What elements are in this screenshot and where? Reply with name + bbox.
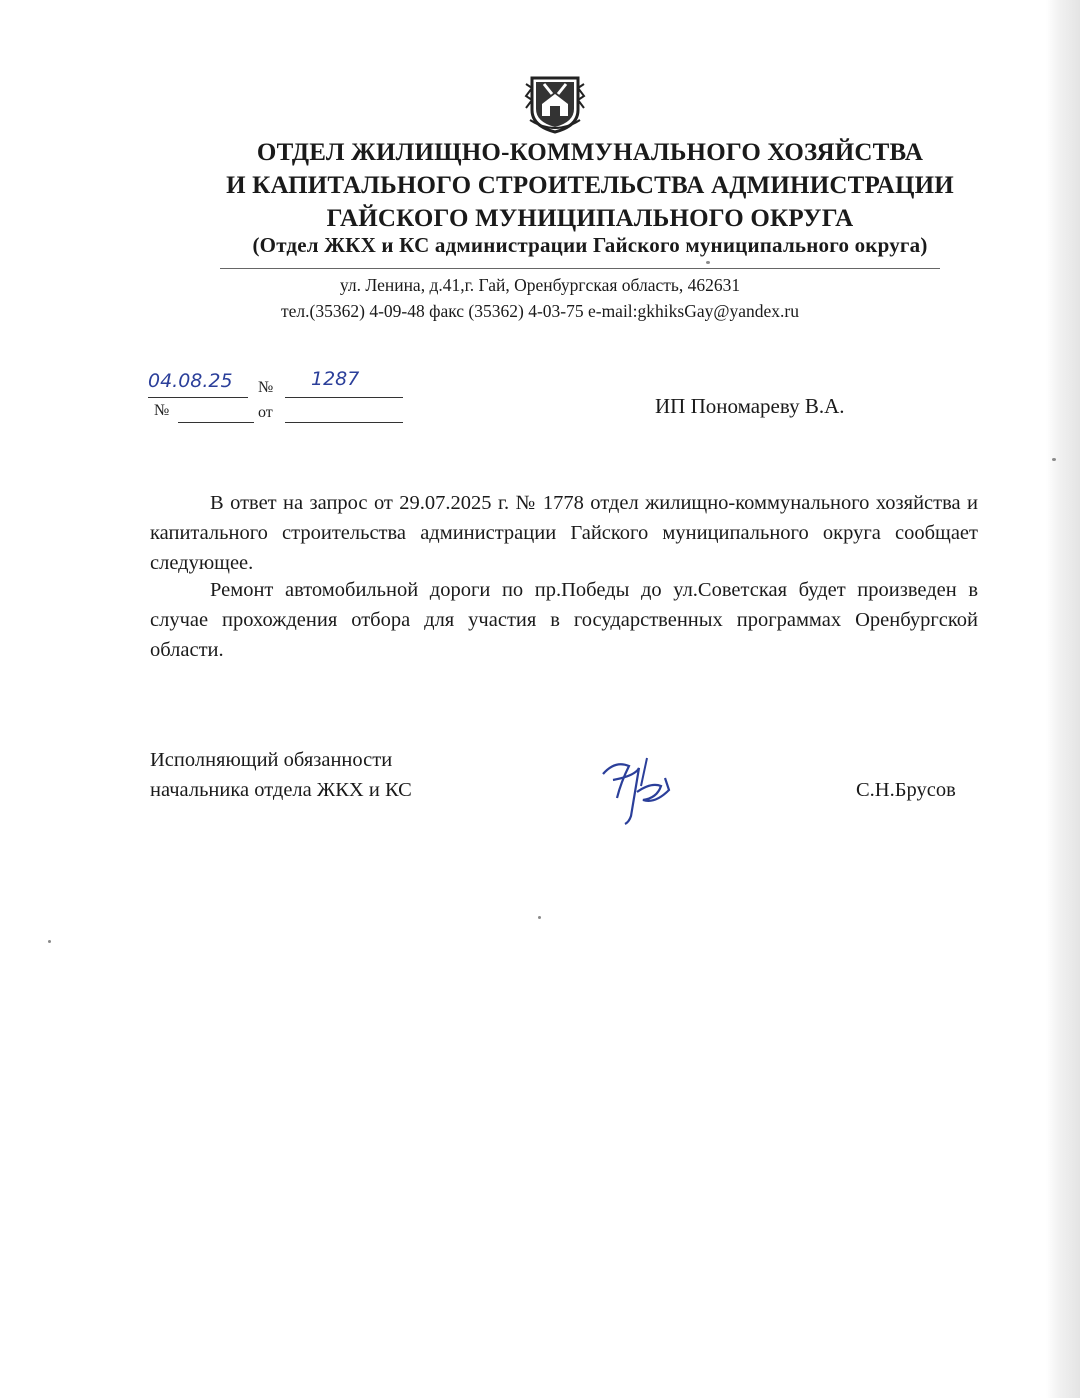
- scan-speck: [706, 261, 710, 264]
- body-paragraph-1: В ответ на запрос от 29.07.2025 г. № 1778 отдел жилищно-коммунального хозяйства и капитального строительства администрации Гайского муниципального округа сообщает следующее.: [150, 492, 978, 574]
- scan-speck: [1052, 458, 1056, 461]
- signatory-name: С.Н.Брусов: [856, 779, 956, 801]
- reference-from-label: от: [258, 404, 273, 421]
- reference-number-label: №: [154, 402, 170, 419]
- reference-number-line: [178, 422, 254, 423]
- registration-number-handwritten: 1287: [311, 368, 360, 390]
- registration-date-handwritten: 04.08.25: [148, 370, 233, 392]
- addressee: ИП Пономареву В.А.: [655, 394, 845, 418]
- coat-of-arms-icon: [520, 70, 590, 134]
- org-phones: тел.(35362) 4-09-48 факс (35362) 4-03-75 e-mail:gkhiksGay@yandex.ru: [281, 301, 799, 321]
- signatory-position-line-2: начальника отдела ЖКХ и КС: [150, 779, 412, 801]
- body-paragraph-2: Ремонт автомобильной дороги по пр.Победы до ул.Советская будет произведен в случае прохождения отбора для участия в государственных программах Оренбургской области.: [150, 579, 978, 661]
- org-address: ул. Ленина, д.41,г. Гай, Оренбургская область, 462631: [339, 275, 741, 295]
- registration-number-line: [285, 397, 403, 398]
- scan-page-edge: [1046, 0, 1080, 1398]
- reference-from-line: [285, 422, 403, 423]
- scan-speck: [538, 916, 541, 919]
- registration-date-line: [148, 397, 248, 398]
- scan-speck: [48, 940, 51, 943]
- signatory-position: [150, 745, 412, 805]
- org-name-line-2: И КАПИТАЛЬНОГО СТРОИТЕЛЬСТВА АДМИНИСТРАЦИИ: [226, 172, 954, 199]
- org-name-line-1: ОТДЕЛ ЖИЛИЩНО-КОММУНАЛЬНОГО ХОЗЯЙСТВА: [256, 139, 924, 166]
- org-short-name: (Отдел ЖКХ и КС администрации Гайского муниципального округа): [252, 233, 928, 257]
- org-name-line-3: ГАЙСКОГО МУНИЦИПАЛЬНОГО ОКРУГА: [326, 205, 854, 232]
- handwritten-signature-icon: [595, 752, 685, 832]
- registration-block: [148, 370, 418, 430]
- signatory-position-line-1: Исполняющий обязанности: [150, 749, 393, 771]
- registration-number-label: №: [258, 379, 274, 396]
- header-divider: [220, 268, 940, 269]
